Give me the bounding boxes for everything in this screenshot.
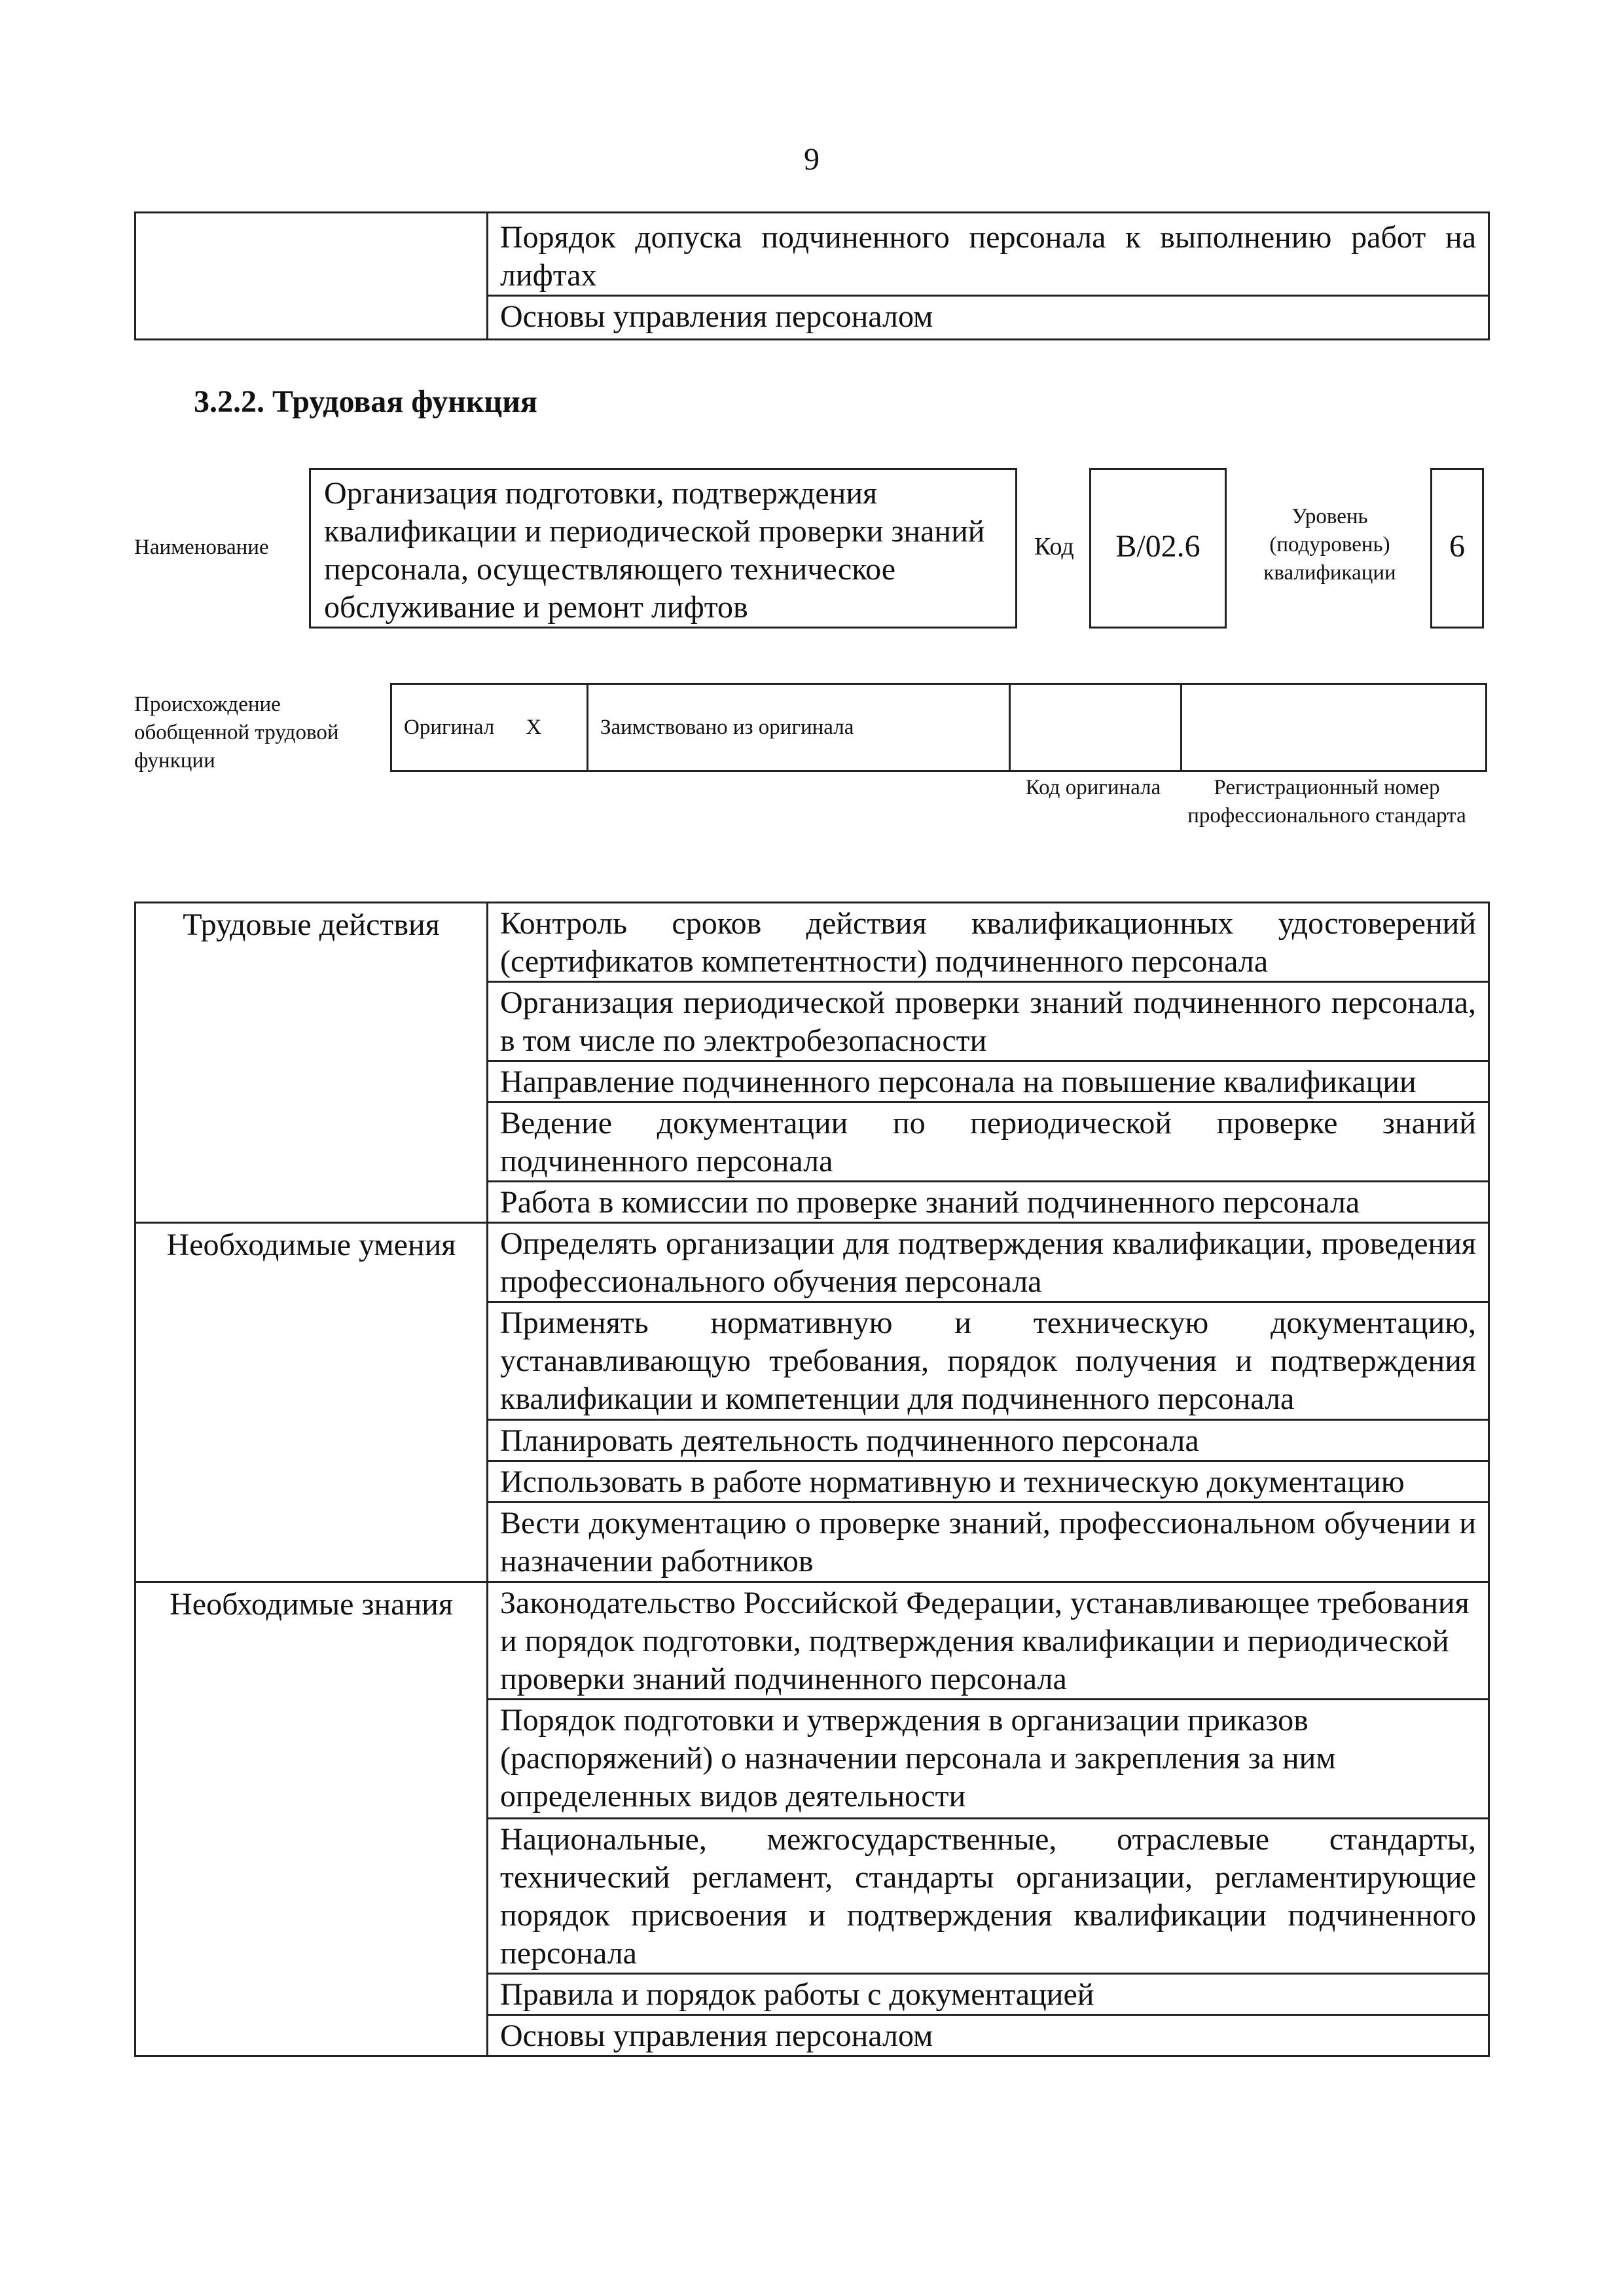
table-row: Работа в комиссии по проверке знаний подчиненного персонала: [488, 1182, 1489, 1223]
table-row: Использовать в работе нормативную и техническую документацию: [488, 1461, 1489, 1503]
table-row: Направление подчиненного персонала на повышение квалификации: [488, 1061, 1489, 1102]
origin-label: Происхождение обобщенной трудовой функции: [134, 693, 339, 773]
top-table-row: Основы управления персоналом: [488, 296, 1489, 340]
origin-borrowed-cell: [588, 684, 1010, 771]
group-label-knowledge: Необходимые знания: [135, 1582, 488, 2056]
table-row: Правила и порядок работы с документацией: [488, 1974, 1489, 2015]
table-row: Национальные, межгосударственные, отраслевые стандарты, технический регламент, стандарты организации, регламентирующие порядок присвоения и подтверждения квалификации подчиненного персонала: [488, 1819, 1489, 1974]
table-row: Порядок подготовки и утверждения в организации приказов (распоряжений) о назначении персонала и закрепления за ним определенных видов деятельности: [488, 1700, 1489, 1819]
table-row: Контроль сроков действия квалификационных удостоверений (сертификатов компетентности) подчиненного персонала: [488, 903, 1489, 982]
table-row: Планировать деятельность подчиненного персонала: [488, 1420, 1489, 1461]
top-table-empty-cell: [135, 213, 488, 340]
table-row: Вести документацию о проверке знаний, профессиональном обучении и назначении работников: [488, 1503, 1489, 1582]
origin-reg-cell: [1182, 684, 1487, 771]
code-label: Код: [1034, 533, 1074, 560]
page-number: 9: [804, 142, 820, 177]
origin-borrowed-label: Заимствовано из оригинала: [600, 715, 854, 739]
table-row: Ведение документации по периодической проверке знаний подчиненного персонала: [488, 1102, 1489, 1182]
table-row: Законодательство Российской Федерации, устанавливающее требования и порядок подготовки, подтверждения квалификации и периодической проверки знаний подчиненного персонала: [488, 1582, 1489, 1700]
section-heading: 3.2.2. Трудовая функция: [194, 384, 537, 419]
function-name-value: Организация подготовки, подтверждения квалификации и периодической проверки знаний персонала, осуществляющего техническое обслуживание и ремонт лифтов: [324, 476, 985, 625]
group-label-actions: Трудовые действия: [135, 903, 488, 1223]
name-label: Наименование: [134, 536, 269, 559]
table-row: Организация периодической проверки знаний подчиненного персонала, в том числе по электробезопасности: [488, 982, 1489, 1061]
reg-caption: Регистрационный номер профессионального стандарта: [1187, 776, 1466, 828]
top-table: [134, 211, 1490, 340]
table-row: Основы управления персоналом: [488, 2015, 1489, 2056]
level-label: Уровень (подуровень) квалификации: [1263, 505, 1396, 585]
code-value: В/02.6: [1089, 468, 1227, 629]
group-label-skills: Необходимые умения: [135, 1223, 488, 1582]
origin-table: [390, 683, 1487, 772]
main-table: [134, 902, 1490, 2057]
table-row: Определять организации для подтверждения квалификации, проведения профессионального обучения персонала: [488, 1223, 1489, 1302]
code-caption: Код оригинала: [1025, 776, 1161, 799]
table-row: Применять нормативную и техническую документацию, устанавливающую требования, порядок получения и подтверждения квалификации и компетенции для подчиненного персонала: [488, 1302, 1489, 1420]
level-value: 6: [1430, 468, 1484, 629]
origin-original-mark: Х: [526, 715, 542, 739]
function-name-box: [309, 468, 1017, 629]
origin-code-cell: [1010, 684, 1182, 771]
origin-original-cell: [391, 684, 588, 771]
top-table-row: Порядок допуска подчиненного персонала к выполнению работ на лифтах: [488, 213, 1489, 296]
origin-original-label: Оригинал: [404, 715, 495, 739]
